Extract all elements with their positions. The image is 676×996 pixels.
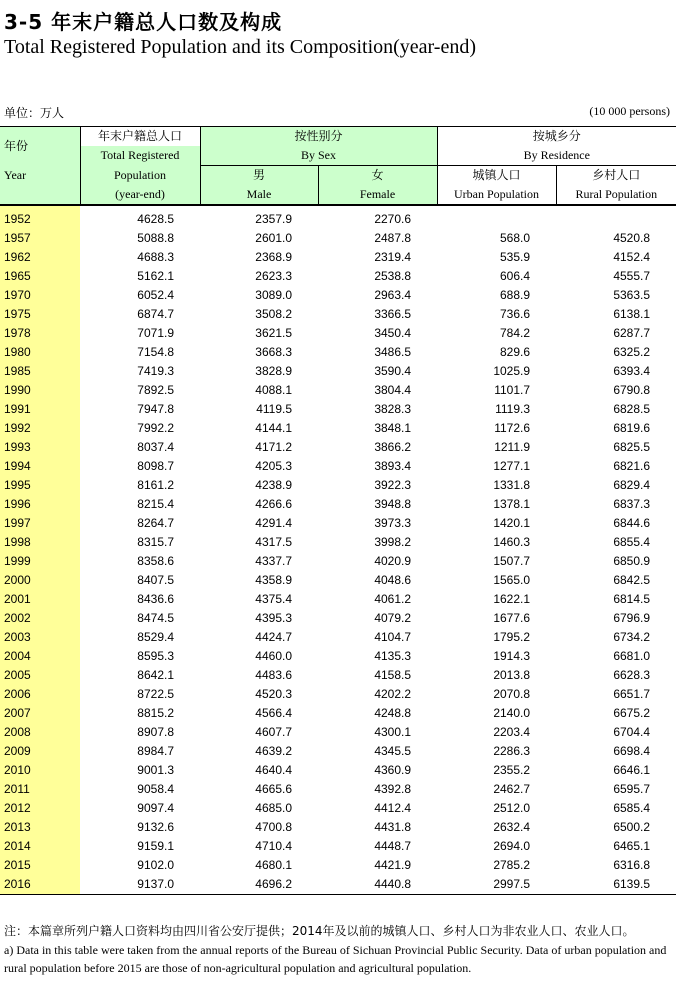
- year-cell: 1980: [0, 343, 80, 362]
- female-cell: 4048.6: [374, 573, 412, 587]
- female-cell: 4104.7: [374, 630, 412, 644]
- total-cell: 9137.0: [80, 875, 200, 895]
- rural-cell: 6844.6: [613, 516, 651, 530]
- urban-cell: 1420.1: [493, 516, 531, 530]
- urban-cell: 2785.2: [493, 858, 531, 872]
- footnote-en: a) Data in this table were taken from the annual reports of the Bureau of Sichuan Provincial Public Security. Data of urban population and rural population before 2015 are those of non-agricultural population and agricultural population.: [4, 943, 667, 975]
- rural-cell: 6138.1: [613, 307, 651, 321]
- female-cell: 2538.8: [374, 269, 412, 283]
- total-header-en2-cell: [80, 166, 200, 186]
- urban-cell: 688.9: [499, 288, 531, 302]
- year-cell: 1995: [0, 476, 80, 495]
- rural-cell: 6837.3: [613, 497, 651, 511]
- table-row: [0, 476, 676, 495]
- male-cell: 4639.2: [255, 744, 292, 758]
- rural-cell: 6681.0: [613, 649, 651, 663]
- rural-cell: 6628.3: [613, 668, 651, 682]
- rural-header-cn: 乡村人口: [592, 168, 641, 182]
- table-row: [0, 799, 676, 818]
- total-cell: 7892.5: [137, 383, 174, 397]
- population-table: [0, 126, 676, 895]
- total-cell: 9001.3: [137, 763, 174, 777]
- table-row: [0, 704, 676, 723]
- year-cell: 1985: [0, 362, 80, 381]
- urban-cell: 829.6: [499, 345, 531, 359]
- rural-cell: [556, 210, 676, 229]
- urban-cell: 2070.8: [493, 687, 531, 701]
- male-cell: 4520.3: [255, 687, 292, 701]
- footnote-cn: 注：本篇章所列户籍人口资料均由四川省公安厅提供；2014年及以前的城镇人口、乡村人口为非农业人口、农业人口。: [4, 924, 635, 938]
- table-row: [0, 761, 676, 780]
- male-cell: 4680.1: [255, 858, 292, 872]
- female-cell: 2270.6: [374, 212, 412, 226]
- male-header-cn-cell: [200, 166, 318, 186]
- urban-header-en: Urban Population: [454, 187, 540, 201]
- male-cell: 3621.5: [255, 326, 292, 340]
- total-header-en-line1: Total Registered: [100, 148, 180, 163]
- rural-cell: 6855.4: [613, 535, 651, 549]
- table-row: [0, 609, 676, 628]
- female-cell: 3866.2: [374, 440, 412, 454]
- total-cell: 8315.7: [137, 535, 174, 549]
- male-cell: 4424.7: [255, 630, 292, 644]
- rural-cell: 6704.4: [613, 725, 651, 739]
- female-cell: 3366.5: [374, 307, 412, 321]
- urban-cell: 1211.9: [494, 440, 531, 454]
- urban-cell: 1507.7: [493, 554, 531, 568]
- female-cell: 2487.8: [374, 231, 412, 245]
- female-cell: 4392.8: [374, 782, 412, 796]
- female-cell: 3486.5: [374, 345, 412, 359]
- female-cell: 4020.9: [374, 554, 412, 568]
- female-cell: 3973.3: [374, 516, 412, 530]
- female-cell: 4202.2: [374, 687, 412, 701]
- male-cell: 4119.5: [256, 402, 292, 416]
- urban-cell: 535.9: [499, 250, 531, 264]
- female-cell: 2319.4: [374, 250, 412, 264]
- total-cell: 9058.4: [137, 782, 174, 796]
- table-row: [0, 742, 676, 761]
- female-cell: 4300.1: [374, 725, 412, 739]
- year-header-en: Year: [4, 167, 27, 182]
- population-table-container: [0, 126, 676, 895]
- by-sex-header-en: By Sex: [301, 148, 337, 162]
- by-sex-header-cn-cell: [200, 127, 437, 147]
- rural-cell: 6698.4: [613, 744, 651, 758]
- rural-cell: 4520.8: [613, 231, 651, 245]
- table-row: [0, 210, 676, 229]
- female-cell: 4248.8: [374, 706, 412, 720]
- female-cell: 3450.4: [374, 326, 412, 340]
- male-header-en-cell: [200, 185, 318, 205]
- table-row: [0, 495, 676, 514]
- table-row: [0, 590, 676, 609]
- male-cell: 4710.4: [255, 839, 292, 853]
- total-cell: 9097.4: [137, 801, 174, 815]
- urban-cell: 1378.1: [493, 497, 531, 511]
- urban-cell: 1565.0: [493, 573, 531, 587]
- table-row: [0, 533, 676, 552]
- female-cell: 4158.5: [374, 668, 412, 682]
- year-cell: 2012: [0, 799, 80, 818]
- urban-cell: 1795.2: [493, 630, 531, 644]
- male-cell: 4266.6: [255, 497, 292, 511]
- total-cell: 8474.5: [137, 611, 174, 625]
- table-body: [0, 205, 676, 895]
- rural-cell: 6825.5: [613, 440, 651, 454]
- year-cell: 2010: [0, 761, 80, 780]
- female-cell: 3828.3: [374, 402, 412, 416]
- total-cell: 8722.5: [137, 687, 174, 701]
- year-cell: 2007: [0, 704, 80, 723]
- year-cell: 1978: [0, 324, 80, 343]
- urban-cell: 2355.2: [493, 763, 531, 777]
- male-cell: 4358.9: [255, 573, 292, 587]
- rural-cell: 6585.4: [613, 801, 651, 815]
- female-header-cn: 女: [371, 168, 384, 182]
- total-cell: 8529.4: [137, 630, 174, 644]
- female-cell: 3922.3: [374, 478, 412, 492]
- urban-cell: 1914.3: [493, 649, 531, 663]
- table-row: [0, 514, 676, 533]
- male-cell: 4144.1: [255, 421, 292, 435]
- table-row: [0, 419, 676, 438]
- year-cell: 1970: [0, 286, 80, 305]
- rural-cell: 6828.5: [613, 402, 651, 416]
- total-cell: 5088.8: [137, 231, 174, 245]
- total-cell: 9132.6: [137, 820, 174, 834]
- female-header-cn-cell: [318, 166, 437, 186]
- total-header-cn: 年末户籍总人口: [97, 129, 182, 143]
- male-header-en: Male: [246, 187, 272, 201]
- table-row: [0, 571, 676, 590]
- male-cell: 4665.6: [255, 782, 292, 796]
- table-row: [0, 552, 676, 571]
- urban-header-cn-cell: [437, 166, 556, 186]
- total-cell: 8595.3: [137, 649, 174, 663]
- male-cell: 4171.2: [255, 440, 292, 454]
- female-cell: 4079.2: [374, 611, 412, 625]
- year-cell: 2004: [0, 647, 80, 666]
- urban-cell: [437, 210, 556, 229]
- by-residence-header-en: By Residence: [523, 148, 590, 162]
- total-cell: 7419.3: [137, 364, 174, 378]
- table-row: [0, 229, 676, 248]
- female-header-en-cell: [318, 185, 437, 205]
- female-cell: 4448.7: [374, 839, 412, 853]
- total-cell: 8161.2: [137, 478, 174, 492]
- by-sex-header-en-cell: [200, 146, 437, 166]
- female-header-en: Female: [359, 187, 396, 201]
- male-cell: 4337.7: [255, 554, 292, 568]
- male-cell: 3668.3: [255, 345, 292, 359]
- rural-cell: 6325.2: [613, 345, 651, 359]
- rural-cell: 6393.4: [613, 364, 651, 378]
- total-cell: 9102.0: [137, 858, 174, 872]
- table-row: [0, 248, 676, 267]
- table-row: [0, 362, 676, 381]
- female-cell: 3590.4: [374, 364, 412, 378]
- rural-cell: 6819.6: [613, 421, 651, 435]
- male-cell: 2368.9: [255, 250, 292, 264]
- year-cell: 2001: [0, 590, 80, 609]
- urban-cell: 1277.1: [493, 459, 531, 473]
- total-header-cn-cell: [80, 127, 200, 147]
- unit-label-cn: 单位：万人: [4, 106, 65, 120]
- table-row: [0, 324, 676, 343]
- year-cell: 1991: [0, 400, 80, 419]
- urban-cell: 2013.8: [493, 668, 531, 682]
- year-header-blank-cell: [0, 185, 80, 205]
- by-sex-header-cn: 按性别分: [294, 129, 343, 143]
- urban-cell: 1622.1: [493, 592, 531, 606]
- urban-cell: 2694.0: [493, 839, 531, 853]
- table-row: [0, 628, 676, 647]
- year-cell: 1965: [0, 267, 80, 286]
- rural-header-en: Rural Population: [575, 187, 658, 201]
- male-cell: 3508.2: [255, 307, 292, 321]
- year-cell: 2000: [0, 571, 80, 590]
- year-header-cn-cell: [0, 127, 80, 166]
- male-cell: 4700.8: [255, 820, 292, 834]
- table-row: [0, 267, 676, 286]
- female-cell: 4412.4: [374, 801, 412, 815]
- total-cell: 8098.7: [137, 459, 174, 473]
- total-cell: 8037.4: [137, 440, 174, 454]
- total-cell: 7992.2: [137, 421, 174, 435]
- year-cell: 2016: [0, 875, 80, 895]
- rural-cell: 6814.5: [613, 592, 651, 606]
- rural-cell: 6842.5: [613, 573, 651, 587]
- urban-cell: 2286.3: [493, 744, 531, 758]
- urban-cell: 2632.4: [493, 820, 531, 834]
- male-cell: 4375.4: [255, 592, 292, 606]
- female-cell: 4440.8: [318, 875, 437, 895]
- male-cell: 4640.4: [255, 763, 292, 777]
- year-cell: 2003: [0, 628, 80, 647]
- female-cell: 4421.9: [374, 858, 412, 872]
- rural-cell: 6139.5: [556, 875, 676, 895]
- rural-cell: 6287.7: [613, 326, 651, 340]
- urban-cell: 1331.8: [493, 478, 531, 492]
- table-row: [0, 837, 676, 856]
- total-cell: 6874.7: [137, 307, 174, 321]
- rural-cell: 5363.5: [613, 288, 651, 302]
- total-cell: 6052.4: [137, 288, 174, 302]
- year-header-en-cell: [0, 166, 80, 186]
- total-header-en-line3: (year-end): [115, 187, 165, 201]
- total-cell: 8815.2: [137, 706, 174, 720]
- urban-cell: 1025.9: [493, 364, 531, 378]
- unit-label-en: (10 000 persons): [589, 104, 670, 118]
- year-cell: 1975: [0, 305, 80, 324]
- female-cell: 3998.2: [374, 535, 412, 549]
- urban-cell: 2997.5: [437, 875, 556, 895]
- male-cell: 4317.5: [255, 535, 292, 549]
- urban-cell: 1101.7: [494, 383, 531, 397]
- table-row: [0, 286, 676, 305]
- table-row: [0, 400, 676, 419]
- urban-cell: 2512.0: [493, 801, 531, 815]
- male-cell: 4696.2: [200, 875, 318, 895]
- rural-header-cn-cell: [556, 166, 676, 186]
- year-header-cn: 年份: [4, 138, 29, 153]
- total-cell: 8215.4: [137, 497, 174, 511]
- rural-cell: 6850.9: [613, 554, 651, 568]
- male-cell: 4483.6: [255, 668, 292, 682]
- rural-header-en-cell: [556, 185, 676, 205]
- total-cell: 7947.8: [137, 402, 174, 416]
- total-cell: 8264.7: [137, 516, 174, 530]
- total-cell: 8358.6: [137, 554, 174, 568]
- female-cell: 3948.8: [374, 497, 412, 511]
- female-cell: 4360.9: [374, 763, 412, 777]
- table-row: [0, 343, 676, 362]
- male-cell: 3828.9: [255, 364, 292, 378]
- urban-cell: 2203.4: [493, 725, 531, 739]
- table-row: [0, 305, 676, 324]
- male-cell: 4238.9: [255, 478, 292, 492]
- male-header-cn: 男: [252, 168, 265, 182]
- year-cell: 1994: [0, 457, 80, 476]
- total-cell: 8436.6: [137, 592, 174, 606]
- urban-cell: 1119.3: [495, 402, 531, 416]
- urban-cell: 568.0: [499, 231, 531, 245]
- year-cell: 1996: [0, 495, 80, 514]
- table-row: [0, 457, 676, 476]
- urban-cell: 1677.6: [493, 611, 531, 625]
- total-header-en1-cell: [80, 146, 200, 166]
- table-row: [0, 666, 676, 685]
- year-cell: 1993: [0, 438, 80, 457]
- female-cell: 4061.2: [374, 592, 412, 606]
- male-cell: 4088.1: [255, 383, 292, 397]
- rural-cell: 6675.2: [613, 706, 651, 720]
- rural-cell: 6500.2: [613, 820, 651, 834]
- urban-header-cn: 城镇人口: [472, 168, 521, 182]
- table-row: [0, 438, 676, 457]
- table-header: [0, 127, 676, 206]
- urban-cell: 1460.3: [493, 535, 531, 549]
- urban-cell: 1172.6: [494, 421, 531, 435]
- table-row: [0, 818, 676, 837]
- by-residence-header-cn: 按城乡分: [532, 129, 581, 143]
- year-cell: 2008: [0, 723, 80, 742]
- by-residence-header-en-cell: [437, 146, 676, 166]
- urban-cell: 784.2: [499, 326, 531, 340]
- year-cell: 2002: [0, 609, 80, 628]
- female-cell: 4431.8: [374, 820, 412, 834]
- year-cell: 1992: [0, 419, 80, 438]
- urban-cell: 606.4: [499, 269, 531, 283]
- rural-cell: 6734.2: [613, 630, 651, 644]
- table-row: [0, 780, 676, 799]
- year-cell: 2011: [0, 780, 80, 799]
- table-row: [0, 381, 676, 400]
- female-cell: 3893.4: [374, 459, 412, 473]
- rural-cell: 6821.6: [613, 459, 651, 473]
- male-cell: 4566.4: [255, 706, 292, 720]
- year-cell: 2006: [0, 685, 80, 704]
- year-cell: 1998: [0, 533, 80, 552]
- year-cell: 2009: [0, 742, 80, 761]
- total-cell: 8407.5: [137, 573, 174, 587]
- total-cell: 9159.1: [137, 839, 174, 853]
- year-cell: 2005: [0, 666, 80, 685]
- female-cell: 4345.5: [374, 744, 412, 758]
- year-cell: 2015: [0, 856, 80, 875]
- urban-cell: 736.6: [499, 307, 531, 321]
- page-title-en: Total Registered Population and its Composition(year-end): [4, 36, 477, 58]
- total-cell: 5162.1: [137, 269, 174, 283]
- rural-cell: 6646.1: [613, 763, 651, 777]
- total-header-en3-cell: [80, 185, 200, 205]
- total-cell: 8984.7: [137, 744, 174, 758]
- year-cell: 2014: [0, 837, 80, 856]
- total-cell: 4628.5: [137, 212, 174, 226]
- rural-cell: 6651.7: [613, 687, 651, 701]
- male-cell: 2601.0: [255, 231, 292, 245]
- male-cell: 3089.0: [255, 288, 292, 302]
- rural-cell: 4152.4: [613, 250, 651, 264]
- rural-cell: 6465.1: [613, 839, 651, 853]
- year-cell: 1957: [0, 229, 80, 248]
- by-residence-header-cn-cell: [437, 127, 676, 147]
- year-cell: 2013: [0, 818, 80, 837]
- urban-cell: 2462.7: [493, 782, 531, 796]
- table-row: [0, 647, 676, 666]
- male-cell: 4291.4: [255, 516, 292, 530]
- male-cell: 4395.3: [255, 611, 292, 625]
- male-cell: 4685.0: [255, 801, 292, 815]
- rural-cell: 6595.7: [613, 782, 651, 796]
- total-header-en-line2: Population: [113, 167, 166, 182]
- female-cell: 3804.4: [374, 383, 412, 397]
- total-cell: 4688.3: [137, 250, 174, 264]
- rural-cell: 4555.7: [613, 269, 651, 283]
- rural-cell: 6790.8: [613, 383, 651, 397]
- male-cell: 4607.7: [255, 725, 292, 739]
- year-cell: 1952: [0, 210, 80, 229]
- year-cell: 1990: [0, 381, 80, 400]
- total-cell: 7154.8: [137, 345, 174, 359]
- total-cell: 7071.9: [137, 326, 174, 340]
- table-row: [0, 723, 676, 742]
- year-cell: 1962: [0, 248, 80, 267]
- female-cell: 4135.3: [374, 649, 412, 663]
- page-title-cn: 3-5 年末户籍总人口数及构成: [4, 10, 283, 34]
- year-cell: 1999: [0, 552, 80, 571]
- table-row: [0, 685, 676, 704]
- rural-cell: 6829.4: [613, 478, 651, 492]
- table-row: [0, 875, 676, 895]
- female-cell: 3848.1: [374, 421, 412, 435]
- rural-cell: 6796.9: [613, 611, 651, 625]
- year-cell: 1997: [0, 514, 80, 533]
- male-cell: 4205.3: [255, 459, 292, 473]
- rural-cell: 6316.8: [613, 858, 651, 872]
- total-cell: 8642.1: [137, 668, 174, 682]
- urban-header-en-cell: [437, 185, 556, 205]
- urban-cell: 2140.0: [493, 706, 531, 720]
- male-cell: 2357.9: [255, 212, 292, 226]
- total-cell: 8907.8: [137, 725, 174, 739]
- female-cell: 2963.4: [374, 288, 412, 302]
- male-cell: 4460.0: [255, 649, 292, 663]
- table-row: [0, 856, 676, 875]
- male-cell: 2623.3: [255, 269, 292, 283]
